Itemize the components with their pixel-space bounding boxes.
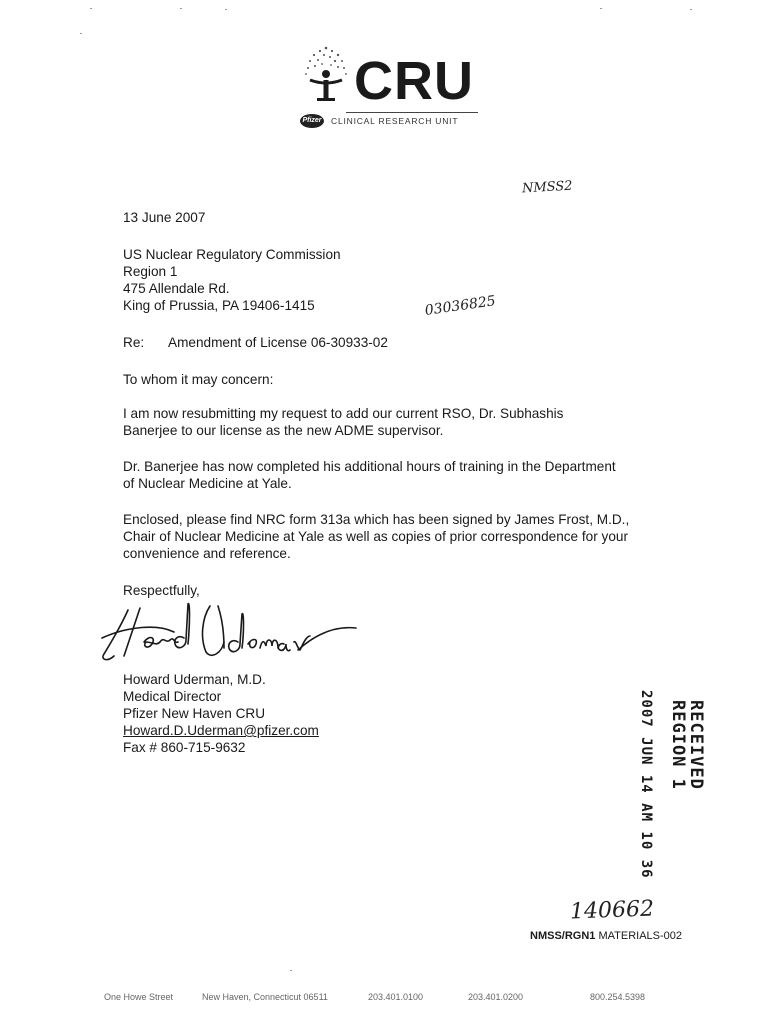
pfizer-logo: Pfizer xyxy=(300,114,324,128)
logo-divider xyxy=(346,112,478,113)
recipient-line: Region 1 xyxy=(123,264,178,279)
body-paragraph-3: Enclosed, please find NRC form 313a which has been signed by James Frost, M.D., Chair of Nuclear Medicine at Yale as well as copies of prior correspondence for your convenience and reference. xyxy=(123,512,630,561)
footer-tollfree: 800.254.5398 xyxy=(590,992,646,1002)
docket-prefix: NMSS/RGN1 xyxy=(530,930,596,942)
recipient-line: King of Prussia, PA 19406-1415 xyxy=(123,298,315,313)
body-paragraph-2: Dr. Banerjee has now completed his additional hours of training in the Department of Nuclear Medicine at Yale. xyxy=(123,459,616,491)
handwritten-note-top: NMSS2 xyxy=(521,178,573,197)
salutation: To whom it may concern: xyxy=(123,372,274,387)
recipient-line: 475 Allendale Rd. xyxy=(123,281,230,296)
handwritten-docket-number: 140662 xyxy=(569,896,655,925)
stamp-region-text: REGION 1 xyxy=(668,700,688,790)
recipient-address xyxy=(123,246,341,314)
letter-date: 13 June 2007 xyxy=(123,210,206,225)
signer-fax: Fax # 860-715-9632 xyxy=(123,740,246,755)
handwritten-signature xyxy=(98,598,360,670)
signer-organization: Pfizer New Haven CRU xyxy=(123,706,266,721)
docket-label xyxy=(530,930,682,943)
footer-phone: 203.401.0100 xyxy=(368,992,424,1002)
signer-email-link[interactable]: Howard.D.Uderman@pfizer.com xyxy=(123,723,319,738)
footer-city: New Haven, Connecticut 06511 xyxy=(202,992,328,1002)
logo-subtitle: CLINICAL RESEARCH UNIT xyxy=(331,116,459,126)
received-stamp xyxy=(626,688,710,879)
handwritten-number: 03036825 xyxy=(423,293,497,319)
body-paragraph-1: I am now resubmitting my request to add our current RSO, Dr. Subhashis Banerjee to our license as the new ADME supervisor. xyxy=(123,406,564,438)
recipient-line: US Nuclear Regulatory Commission xyxy=(123,247,341,262)
footer-street: One Howe Street xyxy=(104,992,174,1002)
scan-speck xyxy=(600,8,602,9)
scan-speck xyxy=(290,970,292,971)
signer-title: Medical Director xyxy=(123,689,222,704)
stamp-received-text: RECEIVED xyxy=(686,700,706,790)
docket-suffix: MATERIALS-002 xyxy=(598,930,683,942)
scan-speck xyxy=(225,9,227,10)
signature-block xyxy=(123,671,319,756)
re-label: Re: xyxy=(123,335,145,350)
scan-speck xyxy=(80,33,82,34)
cru-figure-logo xyxy=(300,42,352,106)
stamp-date-text: 2007 JUN 14 AM 10 36 xyxy=(638,690,654,879)
footer-fax: 203.401.0200 xyxy=(468,992,524,1002)
logo-cru-text: CRU xyxy=(354,51,474,111)
re-subject: Amendment of License 06-30933-02 xyxy=(168,335,388,350)
scan-speck xyxy=(180,8,182,9)
scan-speck xyxy=(690,9,692,10)
closing: Respectfully, xyxy=(123,583,200,598)
scan-speck xyxy=(90,8,92,9)
signer-name: Howard Uderman, M.D. xyxy=(123,672,266,687)
